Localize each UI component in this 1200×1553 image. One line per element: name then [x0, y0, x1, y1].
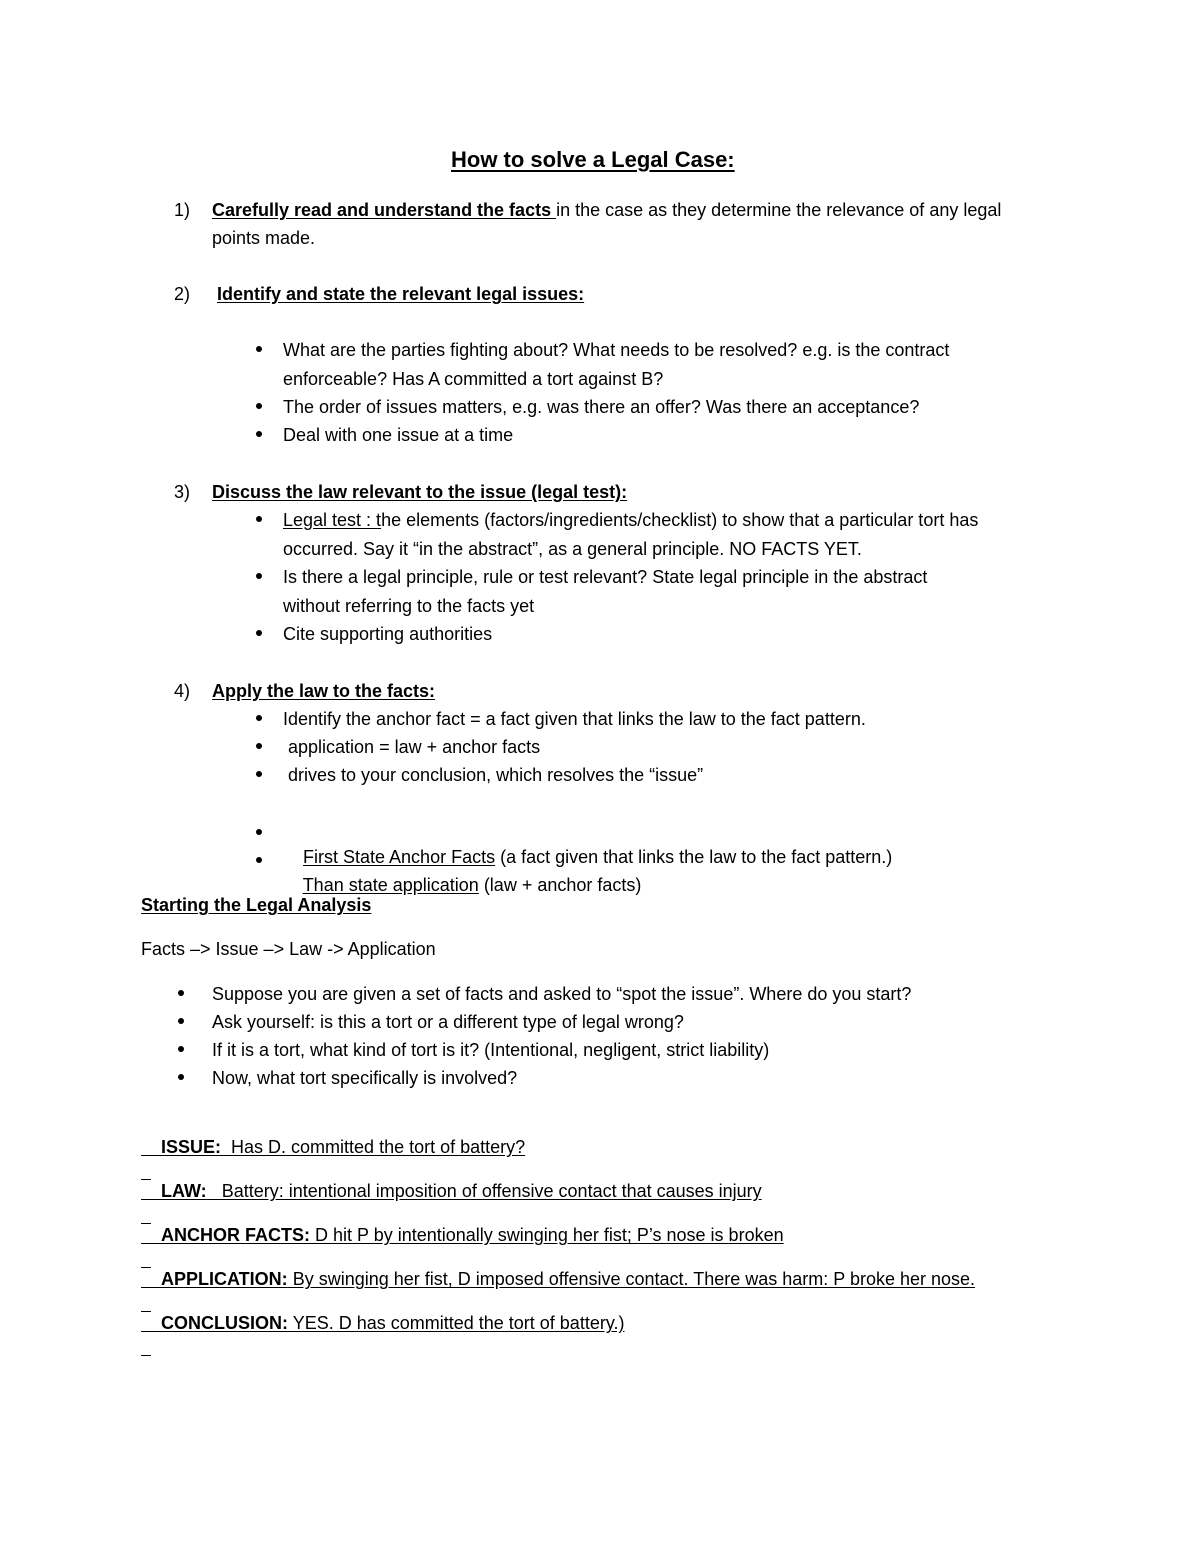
anchor-facts-label: First State Anchor Facts [303, 847, 496, 867]
step-4-heading: Apply the law to the facts: [212, 681, 436, 701]
bullet-icon [256, 829, 262, 835]
analysis-bullet-2: Ask yourself: is this a tort or a different type of legal wrong? [212, 1012, 684, 1032]
step-1-text: in the case as they determine the relevance of any legal [556, 200, 1002, 220]
bullet-icon [256, 403, 262, 409]
bullet-icon [178, 1074, 184, 1080]
step-4-bullet-3: drives to your conclusion, which resolves the “issue” [283, 765, 704, 785]
step-4-bullet-1: Identify the anchor fact = a fact given that links the law to the fact pattern. [283, 709, 866, 729]
conclusion-label: CONCLUSION: [161, 1313, 289, 1333]
step-3-bullet-3: Cite supporting authorities [283, 624, 493, 644]
step-1-line [212, 198, 1001, 222]
bullet-icon [256, 516, 262, 522]
application-summary-label: APPLICATION: [161, 1269, 288, 1289]
analysis-flow: Facts –> Issue –> Law -> Application [141, 939, 436, 959]
law-text: Battery: intentional imposition of offensive contact that causes injury [206, 1181, 762, 1201]
step-4-bullet-2: application = law + anchor facts [283, 737, 541, 757]
step-2-heading: Identify and state the relevant legal issues: [217, 284, 585, 304]
law-label: LAW: [161, 1181, 207, 1201]
step-2-bullet-3: Deal with one issue at a time [283, 425, 514, 445]
bullet-icon [178, 990, 184, 996]
bullet-icon [256, 857, 262, 863]
step-3-bullet-2-cont: without referring to the facts yet [283, 596, 535, 616]
bullet-icon [256, 630, 262, 636]
step-2-number: 2) [174, 284, 191, 304]
bullet-icon [256, 573, 262, 579]
legal-test-text: he elements (factors/ingredients/checklist) to show that a particular tort has [381, 510, 979, 530]
step-4-number: 4) [174, 681, 191, 701]
conclusion-line [141, 1287, 625, 1359]
step-2-bullet-2: The order of issues matters, e.g. was there an offer? Was there an acceptance? [283, 397, 920, 417]
step-3-bullet-2: Is there a legal principle, rule or test relevant? State legal principle in the abstract [283, 567, 928, 587]
step-1-heading: Carefully read and understand the facts [212, 200, 557, 220]
step-2-bullet-1: What are the parties fighting about? What needs to be resolved? e.g. is the contract [283, 340, 950, 360]
analysis-bullet-4: Now, what tort specifically is involved? [212, 1068, 518, 1088]
issue-label: ISSUE: [161, 1137, 222, 1157]
step-1-number: 1) [174, 200, 191, 220]
bullet-icon [178, 1046, 184, 1052]
step-3-bullet-1-cont: occurred. Say it “in the abstract”, as a general principle. NO FACTS YET. [283, 539, 862, 559]
bullet-icon [178, 1018, 184, 1024]
bullet-icon [256, 715, 262, 721]
anchor-text: D hit P by intentionally swinging her fist; P’s nose is broken [310, 1225, 784, 1245]
step-3-number: 3) [174, 482, 191, 502]
application-text: (law + anchor facts) [478, 875, 642, 895]
legal-test-label: Legal test : t [283, 510, 382, 530]
bullet-icon [256, 771, 262, 777]
anchor-label: ANCHOR FACTS: [161, 1225, 311, 1245]
analysis-bullet-3: If it is a tort, what kind of tort is it? (Intentional, negligent, strict liability) [212, 1040, 770, 1060]
page-title: How to solve a Legal Case: [451, 147, 735, 172]
bullet-icon [256, 346, 262, 352]
analysis-heading: Starting the Legal Analysis [141, 895, 372, 915]
bullet-icon [256, 743, 262, 749]
bullet-icon [256, 431, 262, 437]
step-1-text-cont: points made. [212, 228, 316, 248]
application-summary-text: By swinging her fist, D imposed offensive contact. There was harm: P broke her nose. [287, 1269, 976, 1289]
step-3-heading: Discuss the law relevant to the issue (legal test): [212, 482, 628, 502]
step-3-bullet-1 [283, 508, 978, 532]
application-label: Than state application [302, 875, 479, 895]
anchor-facts-text: (a fact given that links the law to the fact pattern.) [495, 847, 893, 867]
analysis-bullet-1: Suppose you are given a set of facts and asked to “spot the issue”. Where do you start? [212, 984, 912, 1004]
conclusion-text: YES. D has committed the tort of battery.) [288, 1313, 625, 1333]
step-2-bullet-1-cont: enforceable? Has A committed a tort against B? [283, 369, 664, 389]
issue-text: Has D. committed the tort of battery? [221, 1137, 526, 1157]
